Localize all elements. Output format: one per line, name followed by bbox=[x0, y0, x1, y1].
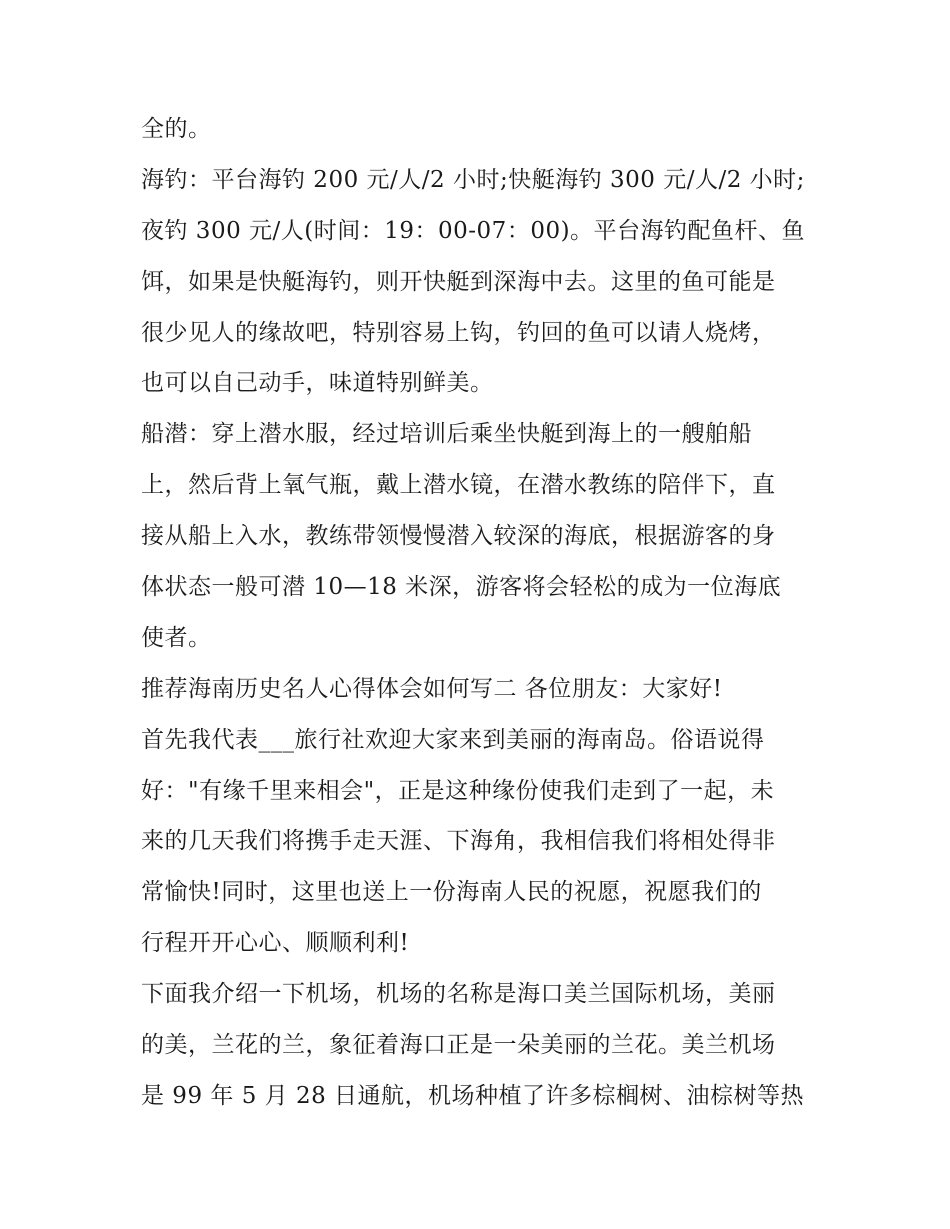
text-line: 首先我代表___旅行社欢迎大家来到美丽的海南岛。俗语说得 bbox=[141, 726, 765, 753]
text-line: 是 99 年 5 月 28 日通航，机场种植了许多棕榈树、油棕树等热 bbox=[141, 1082, 805, 1109]
text-line: 常愉快!同时，这里也送上一份海南人民的祝愿，祝愿我们的 bbox=[141, 879, 762, 906]
document-body bbox=[141, 104, 813, 1122]
text-line: 全的。 bbox=[141, 116, 212, 142]
text-line: 行程开开心心、顺顺利利! bbox=[141, 930, 410, 957]
text-line: 接从船上入水，教练带领慢慢潜入较深的海底，根据游客的身 bbox=[141, 523, 776, 550]
text-line: 饵，如果是快艇海钓，则开快艇到深海中去。这里的鱼可能是 bbox=[141, 268, 776, 295]
text-line: 船潜：穿上潜水服，经过培训后乘坐快艇到海上的一艘舶船 bbox=[141, 421, 752, 448]
text-line: 来的几天我们将携手走天涯、下海角，我相信我们将相处得非 bbox=[141, 828, 776, 855]
text-line: 的美，兰花的兰，象征着海口正是一朵美丽的兰花。美兰机场 bbox=[141, 1032, 776, 1059]
text-line: 也可以自己动手，味道特别鲜美。 bbox=[141, 370, 494, 397]
text-line: 体状态一般可潜 10—18 米深，游客将会轻松的成为一位海底 bbox=[141, 574, 782, 601]
text-line: 上，然后背上氧气瓶，戴上潜水镜，在潜水教练的陪伴下，直 bbox=[141, 472, 776, 499]
text-line: 使者。 bbox=[141, 624, 212, 651]
text-line: 很少见人的缘故吧，特别容易上钩，钓回的鱼可以请人烧烤， bbox=[141, 319, 776, 346]
text-line: 海钓：平台海钓 200 元/人/2 小时;快艇海钓 300 元/人/2 小时; bbox=[141, 166, 805, 193]
text-line: 好："有缘千里来相会"，正是这种缘份使我们走到了一起，未 bbox=[141, 777, 775, 804]
text-line: 夜钓 300 元/人(时间：19：00-07：00)。平台海钓配鱼杆、鱼 bbox=[141, 217, 806, 244]
text-line: 下面我介绍一下机场，机场的名称是海口美兰国际机场，美丽 bbox=[141, 981, 776, 1008]
section-heading-line: 推荐海南历史名人心得体会如何写二 各位朋友：大家好! bbox=[141, 675, 723, 702]
